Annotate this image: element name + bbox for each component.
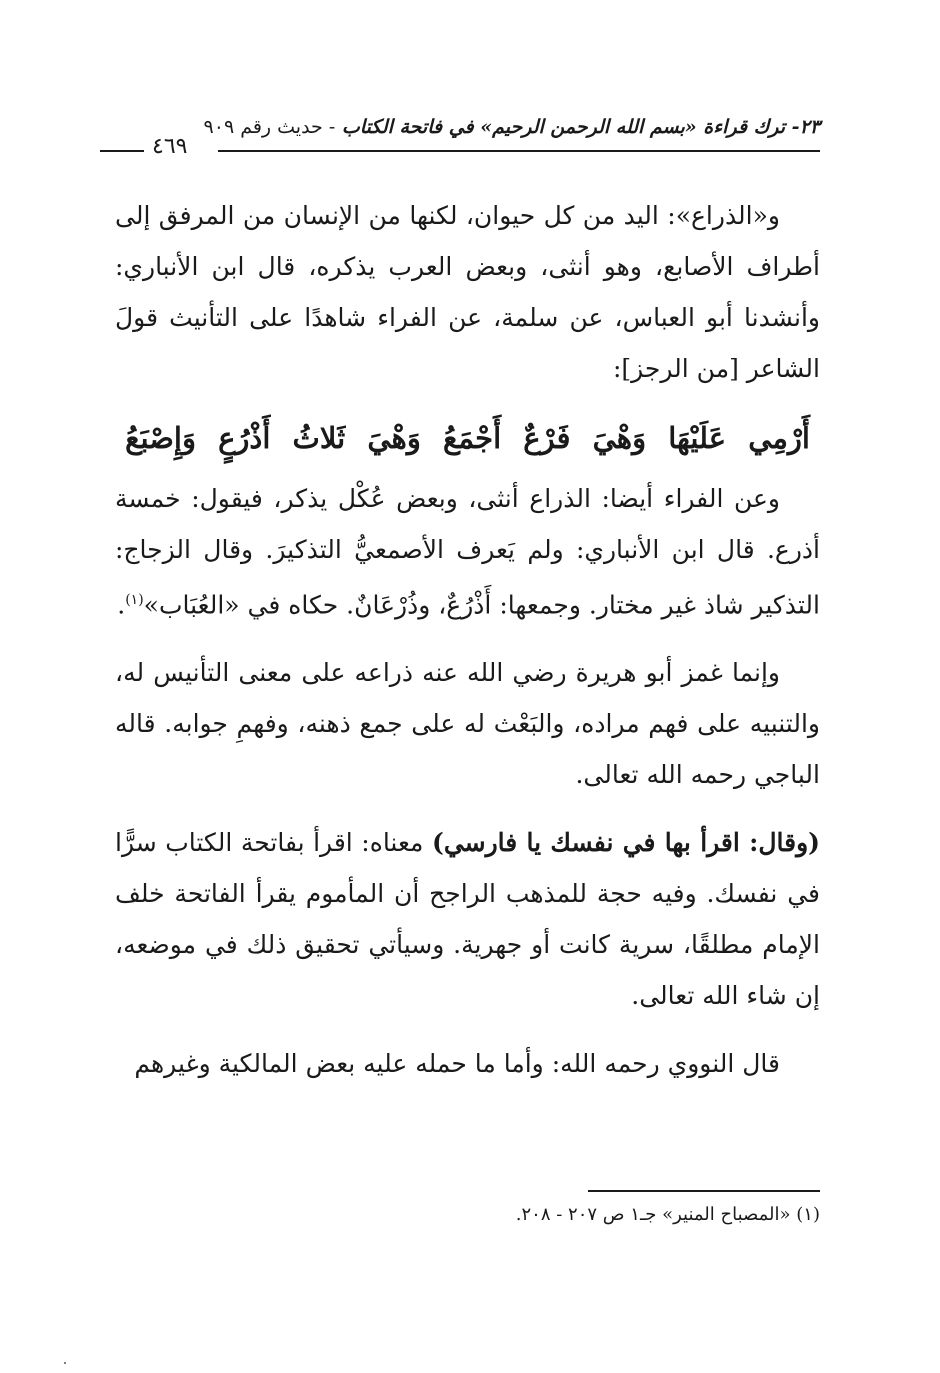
- poem-word: وَهْيَ: [367, 421, 421, 455]
- page-number-rule: [100, 150, 144, 152]
- poem-word: وَإِصْبَعُ: [125, 421, 196, 455]
- paragraph-end: .: [117, 590, 126, 620]
- body-text: [115, 190, 820, 1106]
- poem-word: عَلَيْهَا: [668, 421, 727, 455]
- footnote: (١) «المصباح المنير» جـ١ ص ٢٠٧ - ٢٠٨.: [515, 1204, 820, 1225]
- poem-word: وَهْيَ: [592, 421, 647, 455]
- header-rule: [218, 150, 820, 152]
- running-header: [100, 112, 820, 160]
- paragraph-nawawi: قال النووي رحمه الله: وأما ما حمله عليه بعض المالكية وغيرهم: [134, 1049, 780, 1079]
- paragraph-read-silently: [115, 817, 820, 1021]
- page-number: ٤٦٩: [152, 134, 188, 159]
- poem-word: أَجْمَعُ: [442, 421, 502, 455]
- paragraph-dhira-definition: و«الذراع»: اليد من كل حيوان، لكنها من الإنسان من المرفق إلى أطراف الأصابع، وهو أنثى، وبعض العرب يذكره، قال ابن الأنباري: وأنشدنا أبو العباس، عن سلمة، عن الفراء شاهدًا على التأنيث قولَ الشاعر [من الرجز]:: [115, 201, 820, 383]
- paragraph-farra-gender: [115, 473, 820, 630]
- hadith-quote: (وقال: اقرأ بها في نفسك يا فارسي): [431, 828, 820, 858]
- paragraph-text: معناه: اقرأ بفاتحة الكتاب سرًّا في نفسك. وفيه حجة للمذهب الراجح أن المأموم يقرأ الفاتحة خلف الإمام مطلقًا، سرية كانت أو جهرية. وسيأتي تحقيق ذلك في موضعه، إن شاء الله تعالى.: [115, 828, 820, 1011]
- footnote-separator: [588, 1190, 820, 1192]
- chapter-title: ٢٣- ترك قراءة «بسم الله الرحمن الرحيم» في فاتحة الكتاب: [341, 116, 820, 138]
- chapter-heading: [204, 116, 820, 138]
- poem-word: أَرْمِي: [748, 421, 810, 455]
- poem-word: فَرْعٌ: [523, 421, 571, 455]
- paragraph-abu-hurayra: وإنما غمز أبو هريرة رضي الله عنه ذراعه على معنى التأنيس له، والتنبيه على فهم مراده، والبَعْث له على جمع ذهنه، وفهمِ جوابه. قاله الباجي رحمه الله تعالى.: [115, 658, 820, 790]
- poem-word: أَذْرُعٍ: [218, 421, 271, 455]
- scan-speck: [64, 1362, 66, 1364]
- paragraph-text: وعن الفراء أيضا: الذراع أنثى، وبعض عُكْل يذكر، فيقول: خمسة أذرع. قال ابن الأنباري: ولم يَعرف الأصمعيُّ التذكيرَ. وقال الزجاج: التذكير شاذ غير مختار. وجمعها: أَذْرُعٌ، وذُرْعَانٌ. حكاه في «العُبَاب»: [115, 484, 820, 620]
- poem-verse: [125, 411, 810, 465]
- hadith-reference: - حديث رقم ٩٠٩: [203, 116, 336, 138]
- poem-word: ثَلاثُ: [292, 421, 346, 455]
- footnote-reference: (١): [125, 592, 144, 608]
